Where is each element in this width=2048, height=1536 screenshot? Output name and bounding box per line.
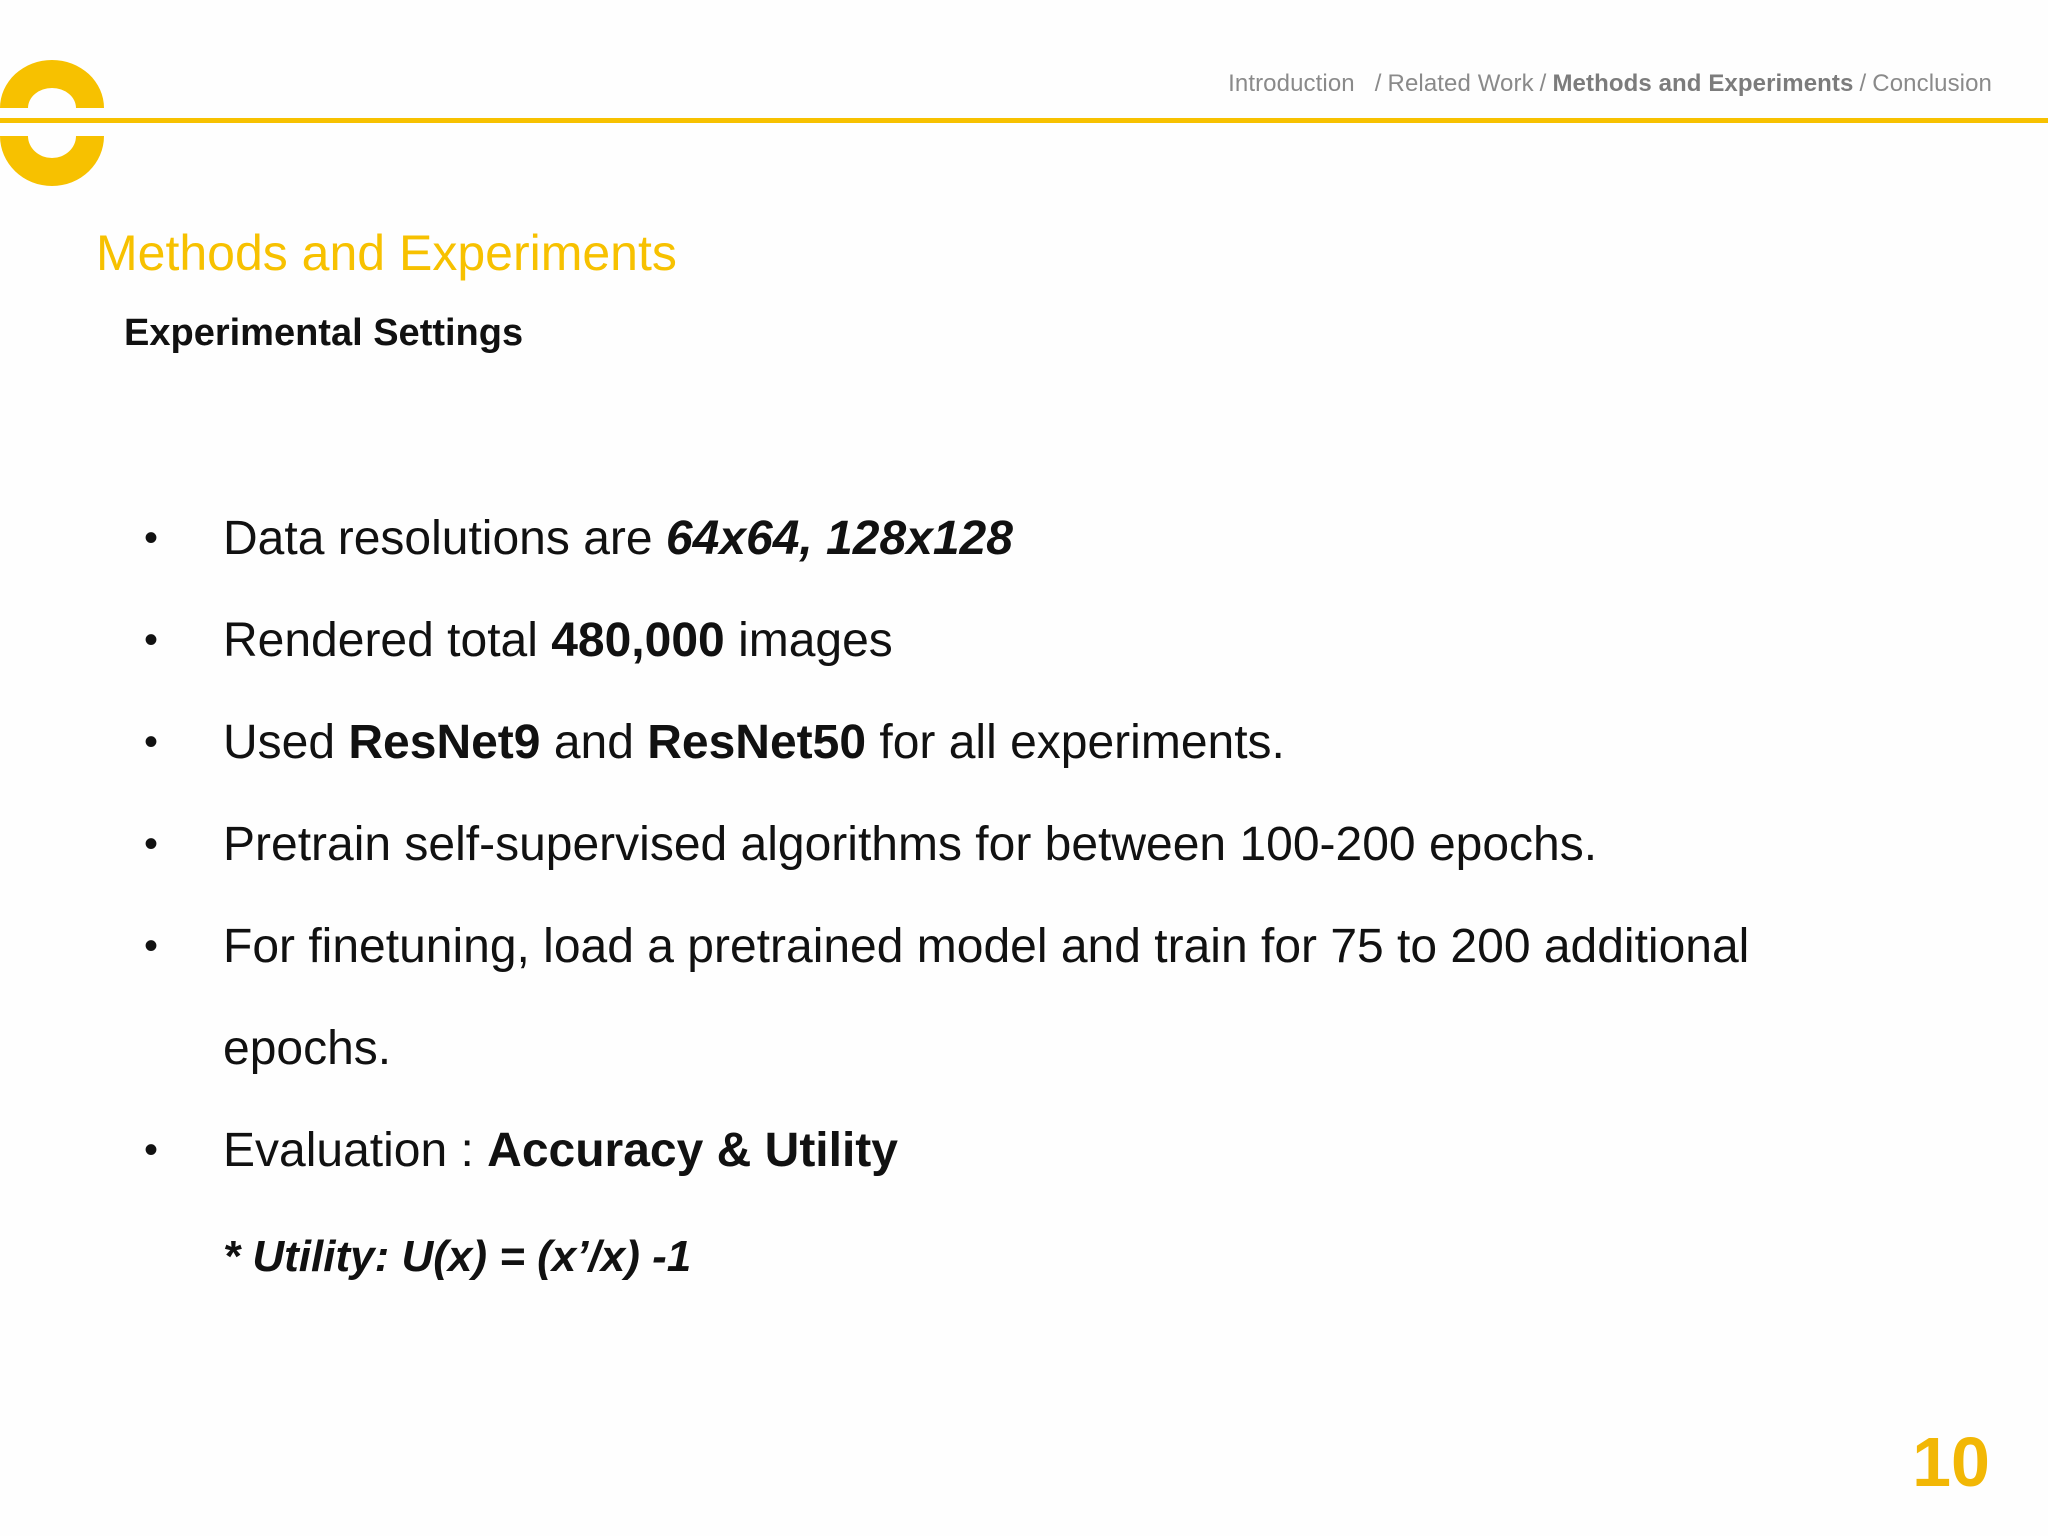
breadcrumb-item-conclusion[interactable]: Conclusion: [1872, 70, 1992, 97]
breadcrumb-separator: /: [1374, 70, 1382, 97]
bullet-text-bold: 480,000: [551, 614, 725, 667]
bullet-marker: •: [144, 822, 159, 866]
bullet-text: [223, 714, 1285, 772]
bullet-text-bold: ResNet9: [348, 716, 541, 769]
header-divider: [0, 118, 2048, 123]
bullet-marker: •: [144, 618, 159, 662]
bullet-text: Pretrain self-supervised algorithms for between 100-200 epochs.: [223, 818, 1598, 871]
breadcrumb-separator: /: [1859, 70, 1867, 97]
bullet-text-emphasis: 64x64, 128x128: [665, 512, 1013, 565]
bullet-text-line-2: epochs.: [223, 1022, 392, 1075]
breadcrumb-item-introduction[interactable]: Introduction: [1228, 70, 1355, 97]
bullet-text-bold: Accuracy & Utility: [487, 1124, 898, 1177]
bullet-text-plain: and: [540, 716, 648, 769]
bullet-text-bold: ResNet50: [647, 716, 867, 769]
bullet-text-line-1: For finetuning, load a pretrained model and train for 75 to 200 additional: [223, 920, 1750, 973]
breadcrumb-item-related-work[interactable]: Related Work: [1387, 70, 1534, 97]
section-subtitle: Experimental Settings: [124, 312, 524, 354]
bullet-text: [223, 510, 1013, 568]
page-number: 10: [1912, 1423, 1990, 1501]
bullet-text-plain: Rendered total: [223, 614, 552, 667]
breadcrumb-item-methods-and-experiments[interactable]: Methods and Experiments: [1552, 70, 1854, 97]
bullet-marker: •: [144, 720, 159, 764]
bullet-marker: •: [144, 1128, 159, 1172]
breadcrumb: [1228, 70, 1992, 98]
bullet-text-plain: for all experiments.: [866, 716, 1285, 769]
bullet-marker: •: [144, 516, 159, 560]
page-title: Methods and Experiments: [96, 225, 677, 281]
bullet-marker: •: [144, 924, 159, 968]
breadcrumb-separator: /: [1539, 70, 1547, 97]
bullet-text-plain: images: [724, 614, 893, 667]
bullet-text-plain: Used: [223, 716, 349, 769]
bullet-text-plain: Evaluation :: [223, 1124, 488, 1177]
bullet-text-plain: Data resolutions are: [223, 512, 666, 565]
bullet-text: [223, 612, 893, 670]
utility-formula-note: * Utility: U(x) = (x’/x) -1: [223, 1232, 692, 1281]
bullet-text: [223, 1122, 898, 1180]
